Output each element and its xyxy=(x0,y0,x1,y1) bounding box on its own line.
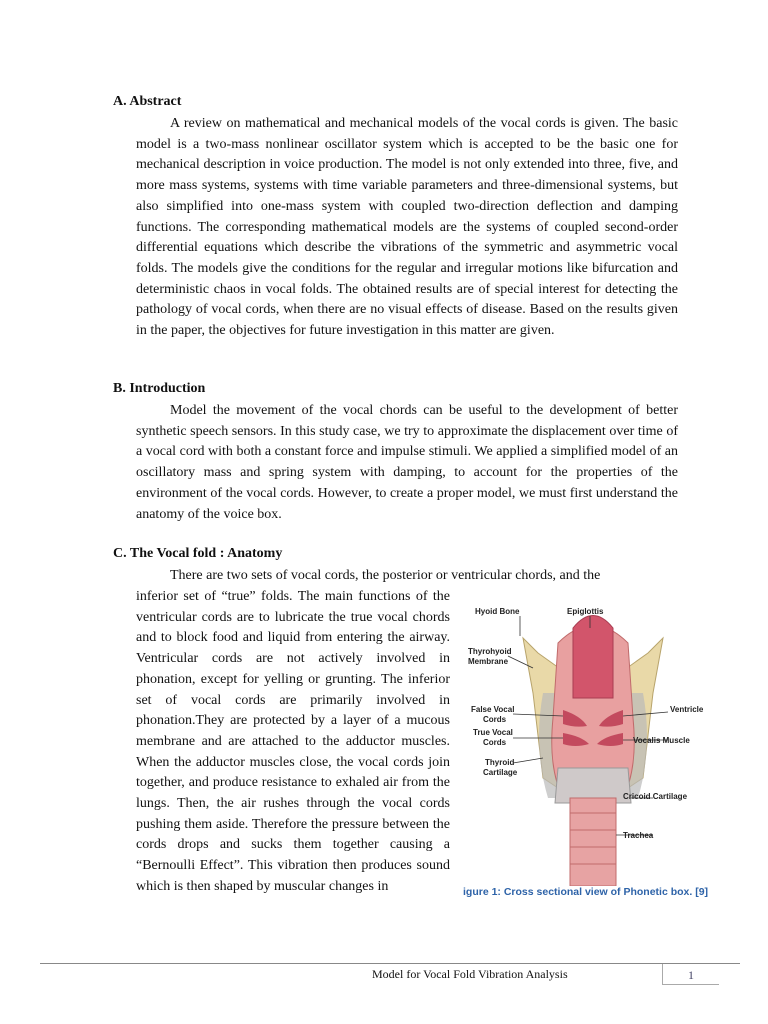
abstract-heading: A. Abstract xyxy=(113,94,182,109)
anatomy-text: inferior set of “true” folds. The main functions of the ventricular cords are to lubricate the true vocal chords and to block food and liquid from entering the airway. Ventricular cords are not actively involved in phonation, except for yelling or grunting. The inferior set of vocal cords are primarily involved in phonation.They are protected by a layer of a mucous membrane and are attached to the adductor muscles. When the adductor muscles close, the vocal cords join together, and produce resistance to exhaled air from the lungs. Then, the air rushes through the vocal cords pushing them aside. Therefore the pressure between the cords drops and sucks them together causing a “Bernoulli Effect”. This vibration then produces sound which is then shaped by muscular changes in xyxy=(136,589,450,894)
label-thyroid: Thyroid xyxy=(485,758,515,767)
label-vocalis-muscle: Vocalis Muscle xyxy=(633,736,690,745)
label-ventricle: Ventricle xyxy=(670,705,704,714)
larynx-figure xyxy=(463,598,715,908)
label-thyroid-cartilage: Cartilage xyxy=(483,768,518,777)
footer-title: Model for Vocal Fold Vibration Analysis xyxy=(372,967,568,981)
larynx-illustration xyxy=(463,598,715,886)
label-true-vocal-cords: Cords xyxy=(483,738,507,747)
page-number: 1 xyxy=(662,964,719,985)
label-hyoid-bone: Hyoid Bone xyxy=(475,607,520,616)
label-true-vocal: True Vocal xyxy=(473,728,513,737)
introduction-text: Model the movement of the vocal chords can be useful to the development of better synthetic speech sensors. In this study case, we try to approximate the displacement over time of a vocal cord with both a constant force and impulse stimuli. We applied a simplified model of an oscillatory mass and spring system with damping, to account for the properties of the environment of the vocal cords. However, to create a proper model, we must first understand the anatomy of the voice box. xyxy=(136,403,678,522)
introduction-heading: B. Introduction xyxy=(113,381,206,396)
footer-divider xyxy=(40,963,740,964)
label-thyrohyoid: Thyrohyoid xyxy=(468,647,512,656)
anatomy-heading: C. The Vocal fold : Anatomy xyxy=(113,546,283,561)
label-cricoid-cartilage: Cricoid Cartilage xyxy=(623,792,688,801)
label-false-vocal-cords: Cords xyxy=(483,715,507,724)
label-false-vocal: False Vocal xyxy=(471,705,515,714)
label-epiglottis: Epiglottis xyxy=(567,607,604,616)
figure-caption: igure 1: Cross sectional view of Phonetic box. [9] xyxy=(463,886,709,898)
anatomy-intro-line: There are two sets of vocal cords, the posterior or ventricular chords, and the xyxy=(170,568,601,583)
label-trachea: Trachea xyxy=(623,831,654,840)
abstract-text: A review on mathematical and mechanical models of the vocal cords is given. The basic model is a two-mass nonlinear oscillator system which is accepted to be the basic one for mechanical description in voice production. The model is not only extended into three, five, and more mass systems, systems with time variable parameters and three-dimensional systems, but also simplified into one-mass system with coupled two-direction deflection and damping functions. The corresponding mathematical models are the systems of coupled second-order differential equations which describe the vibrations of the symmetric and asymmetric vocal folds. The models give the conditions for the regular and irregular motions like bifurcation and deterministic chaos in vocal folds. The obtained results are of special interest for detecting the pathology of vocal cords, when there are no visual effects of disease. Based on the results given in the paper, the objectives for future investigation in this matter are given. xyxy=(136,116,678,339)
label-membrane: Membrane xyxy=(468,657,509,666)
